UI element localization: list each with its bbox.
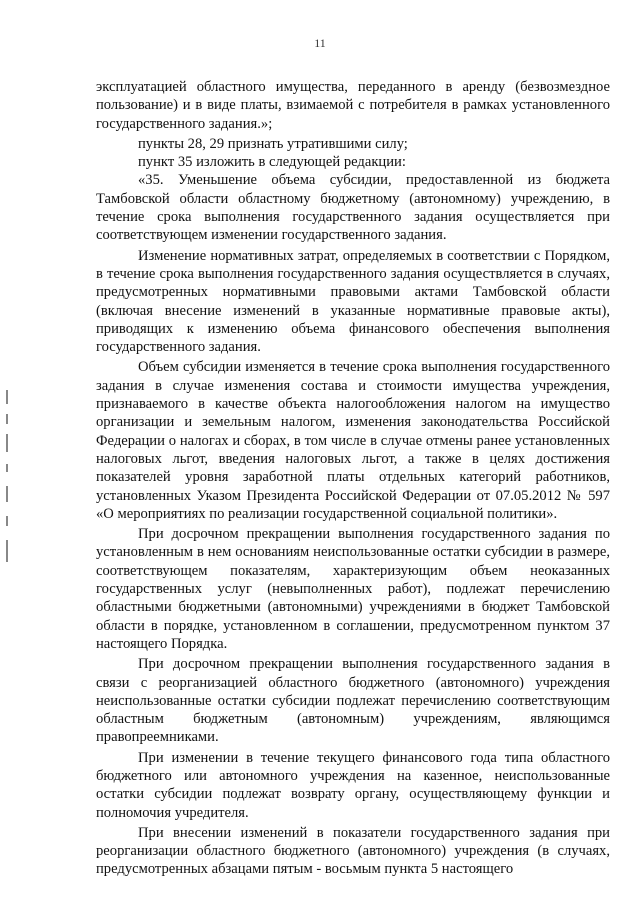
paragraph: При досрочном прекращении выполнения государственного задания в связи с реорганизацией областного бюджетного (автономного) учреждения неиспользованные остатки субсидии подлежат перечислению соответствующим областным бюджетным (автономным) учреждениям, являющимся правопреемниками.: [96, 656, 610, 746]
page-number: 11: [314, 36, 326, 50]
paragraph: Объем субсидии изменяется в течение срока выполнения государственного задания в случае изменения состава и стоимости имущества учреждения, признаваемого в качестве объекта налогообложения налогом на имущество организации и земельным налогом, изменения законодательства Российской Федерации о налогах и сборах, в том числе в случае отмены ранее установленных налоговых льгот, введения налоговых льгот, а также в целях достижения показателей уровня заработной платы отдельных категорий работников, установленных Указом Президента Российской Федерации от 07.05.2012 № 597 «О мероприятиях по реализации государственной социальной политики».: [96, 359, 610, 522]
paragraph: «35. Уменьшение объема субсидии, предоставленной из бюджета Тамбовской области областному бюджетному (автономному) учреждению, в течение срока выполнения государственного задания осуществляется при соответствующем изменении государственного задания.: [96, 172, 610, 244]
paragraph: пункты 28, 29 признать утратившими силу;: [138, 135, 408, 152]
margin-scan-marks: [2, 390, 14, 590]
paragraph: пункт 35 изложить в следующей редакции:: [138, 154, 406, 171]
document-body: [96, 78, 610, 879]
paragraph: При внесении изменений в показатели государственного задания при реорганизации областного бюджетного (автономного) учреждения (в случаях, предусмотренных абзацами пятым - восьмым пункта 5 настоящего: [96, 824, 610, 878]
paragraph: эксплуатацией областного имущества, переданного в аренду (безвозмездное пользование) и в виде платы, взимаемой с потребителя в рамках установленного государственного задания.»;: [96, 79, 610, 132]
paragraph: При изменении в течение текущего финансового года типа областного бюджетного или автономного учреждения на казенное, неиспользованные остатки субсидии подлежат возврату органу, осуществляющему функции и полномочия учредителя.: [96, 749, 610, 821]
paragraph: Изменение нормативных затрат, определяемых в соответствии с Порядком, в течение срока выполнения государственного задания осуществляется в случаях, предусмотренных нормативными правовыми актами Тамбовской области (включая внесение изменений в указанные нормативные правовые акты), приводящих к изменению объема финансового обеспечения выполнения государственного задания.: [96, 247, 610, 356]
paragraph: При досрочном прекращении выполнения государственного задания по установленным в нем основаниям неиспользованные остатки субсидии в размере, соответствующем показателям, характеризующим объем неоказанных государственных услуг (невыполненных работ), подлежат перечислению областными бюджетными (автономными) учреждениями в бюджет Тамбовской области в порядке, установленном в соглашении, предусмотренном пунктом 37 настоящего Порядка.: [96, 526, 610, 652]
